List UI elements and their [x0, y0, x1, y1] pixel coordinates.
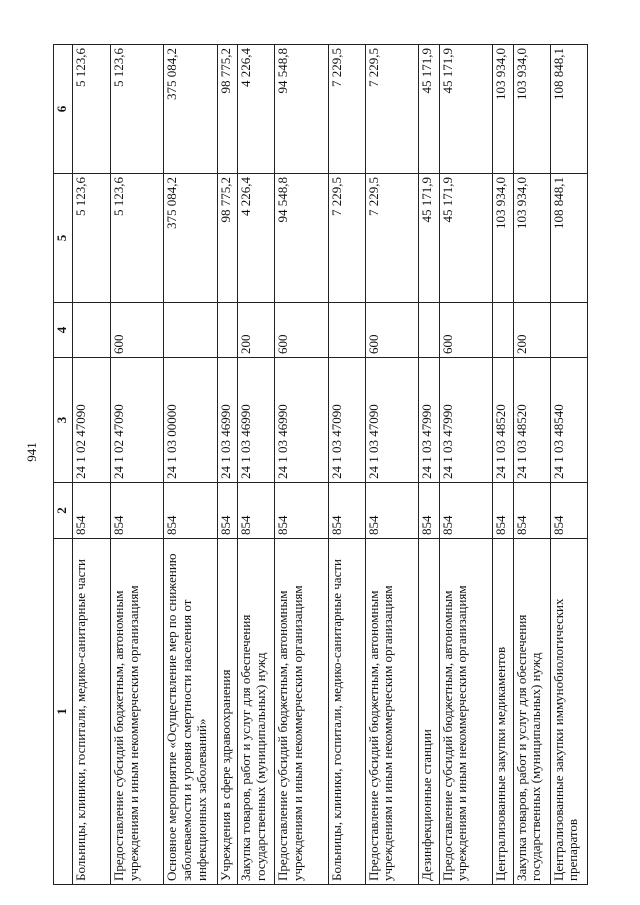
row-ministry-code: 854 [439, 483, 492, 539]
row-target-article: 24 1 03 47090 [328, 358, 365, 483]
row-expense-type [419, 303, 440, 358]
table-row [439, 45, 492, 885]
row-amount-col6: 45 171,9 [419, 45, 440, 174]
row-expense-type [217, 303, 238, 358]
row-name: Предоставление субсидий бюджетным, автономным учреждениям и иным некоммерческим организациям [111, 539, 164, 885]
rotated-table-wrapper [53, 45, 588, 885]
row-amount-col6: 7 229,5 [365, 45, 418, 174]
budget-table [53, 44, 588, 885]
col-header-2: 2 [54, 483, 73, 539]
row-name: Централизованные закупки медикаментов [493, 539, 514, 885]
row-expense-type [164, 303, 217, 358]
page-number: 941 [24, 442, 39, 462]
row-ministry-code: 854 [419, 483, 440, 539]
row-name: Больницы, клиники, госпитали, медико-санитарные части [328, 539, 365, 885]
row-amount-col5: 108 848,1 [550, 174, 587, 303]
row-expense-type: 200 [238, 303, 275, 358]
table-row [365, 45, 418, 885]
row-amount-col5: 45 171,9 [439, 174, 492, 303]
row-amount-col5: 375 084,2 [164, 174, 217, 303]
row-expense-type: 600 [439, 303, 492, 358]
row-ministry-code: 854 [275, 483, 328, 539]
row-amount-col5: 5 123,6 [73, 174, 111, 303]
col-header-6: 6 [54, 45, 73, 174]
row-amount-col6: 94 548,8 [275, 45, 328, 174]
table-row [328, 45, 365, 885]
row-amount-col6: 7 229,5 [328, 45, 365, 174]
row-ministry-code: 854 [217, 483, 238, 539]
row-target-article: 24 1 03 48520 [493, 358, 514, 483]
row-amount-col6: 4 226,4 [238, 45, 275, 174]
row-amount-col6: 98 775,2 [217, 45, 238, 174]
row-amount-col5: 45 171,9 [419, 174, 440, 303]
row-expense-type [328, 303, 365, 358]
table-row [111, 45, 164, 885]
row-amount-col6: 45 171,9 [439, 45, 492, 174]
table-header-row [54, 45, 73, 885]
row-expense-type [73, 303, 111, 358]
row-ministry-code: 854 [513, 483, 550, 539]
row-amount-col5: 103 934,0 [493, 174, 514, 303]
row-target-article: 24 1 03 46990 [238, 358, 275, 483]
row-target-article: 24 1 02 47090 [73, 358, 111, 483]
row-name: Централизованные закупки иммунобиологических препаратов [550, 539, 587, 885]
row-expense-type: 600 [365, 303, 418, 358]
row-amount-col6: 103 934,0 [513, 45, 550, 174]
row-ministry-code: 854 [365, 483, 418, 539]
col-header-4: 4 [54, 303, 73, 358]
table-row [238, 45, 275, 885]
row-ministry-code: 854 [164, 483, 217, 539]
table-row [217, 45, 238, 885]
row-amount-col5: 94 548,8 [275, 174, 328, 303]
row-amount-col5: 7 229,5 [365, 174, 418, 303]
row-name: Закупка товаров, работ и услуг для обеспечения государственных (муниципальных) нужд [513, 539, 550, 885]
row-amount-col5: 103 934,0 [513, 174, 550, 303]
row-amount-col6: 375 084,2 [164, 45, 217, 174]
row-amount-col6: 103 934,0 [493, 45, 514, 174]
row-target-article: 24 1 03 47090 [365, 358, 418, 483]
col-header-1: 1 [54, 539, 73, 885]
row-name: Дезинфекционные станции [419, 539, 440, 885]
row-name: Предоставление субсидий бюджетным, автономным учреждениям и иным некоммерческим организациям [439, 539, 492, 885]
row-expense-type [493, 303, 514, 358]
table-row [550, 45, 587, 885]
col-header-3: 3 [54, 358, 73, 483]
row-expense-type: 200 [513, 303, 550, 358]
table-row [513, 45, 550, 885]
row-amount-col5: 98 775,2 [217, 174, 238, 303]
row-target-article: 24 1 03 00000 [164, 358, 217, 483]
row-expense-type: 600 [275, 303, 328, 358]
row-name: Учреждения в сфере здравоохранения [217, 539, 238, 885]
row-ministry-code: 854 [550, 483, 587, 539]
table-row [73, 45, 111, 885]
row-ministry-code: 854 [493, 483, 514, 539]
table-row [493, 45, 514, 885]
row-name: Больницы, клиники, госпитали, медико-санитарные части [73, 539, 111, 885]
row-name: Основное мероприятие «Осуществление мер по снижению заболеваемости и уровня смертности населения от инфекционных заболеваний» [164, 539, 217, 885]
row-target-article: 24 1 03 46990 [217, 358, 238, 483]
row-name: Закупка товаров, работ и услуг для обеспечения государственных (муниципальных) нужд [238, 539, 275, 885]
row-target-article: 24 1 03 47990 [439, 358, 492, 483]
col-header-5: 5 [54, 174, 73, 303]
row-name: Предоставление субсидий бюджетным, автономным учреждениям и иным некоммерческим организациям [275, 539, 328, 885]
row-amount-col5: 7 229,5 [328, 174, 365, 303]
row-expense-type: 600 [111, 303, 164, 358]
row-ministry-code: 854 [238, 483, 275, 539]
row-ministry-code: 854 [73, 483, 111, 539]
row-name: Предоставление субсидий бюджетным, автономным учреждениям и иным некоммерческим организациям [365, 539, 418, 885]
row-target-article: 24 1 03 48520 [513, 358, 550, 483]
table-row [275, 45, 328, 885]
row-amount-col6: 108 848,1 [550, 45, 587, 174]
row-amount-col5: 5 123,6 [111, 174, 164, 303]
table-row [164, 45, 217, 885]
row-expense-type [550, 303, 587, 358]
row-ministry-code: 854 [328, 483, 365, 539]
row-amount-col6: 5 123,6 [73, 45, 111, 174]
row-target-article: 24 1 03 48540 [550, 358, 587, 483]
row-amount-col6: 5 123,6 [111, 45, 164, 174]
table-row [419, 45, 440, 885]
row-target-article: 24 1 02 47090 [111, 358, 164, 483]
row-amount-col5: 4 226,4 [238, 174, 275, 303]
row-target-article: 24 1 03 46990 [275, 358, 328, 483]
row-ministry-code: 854 [111, 483, 164, 539]
row-target-article: 24 1 03 47990 [419, 358, 440, 483]
